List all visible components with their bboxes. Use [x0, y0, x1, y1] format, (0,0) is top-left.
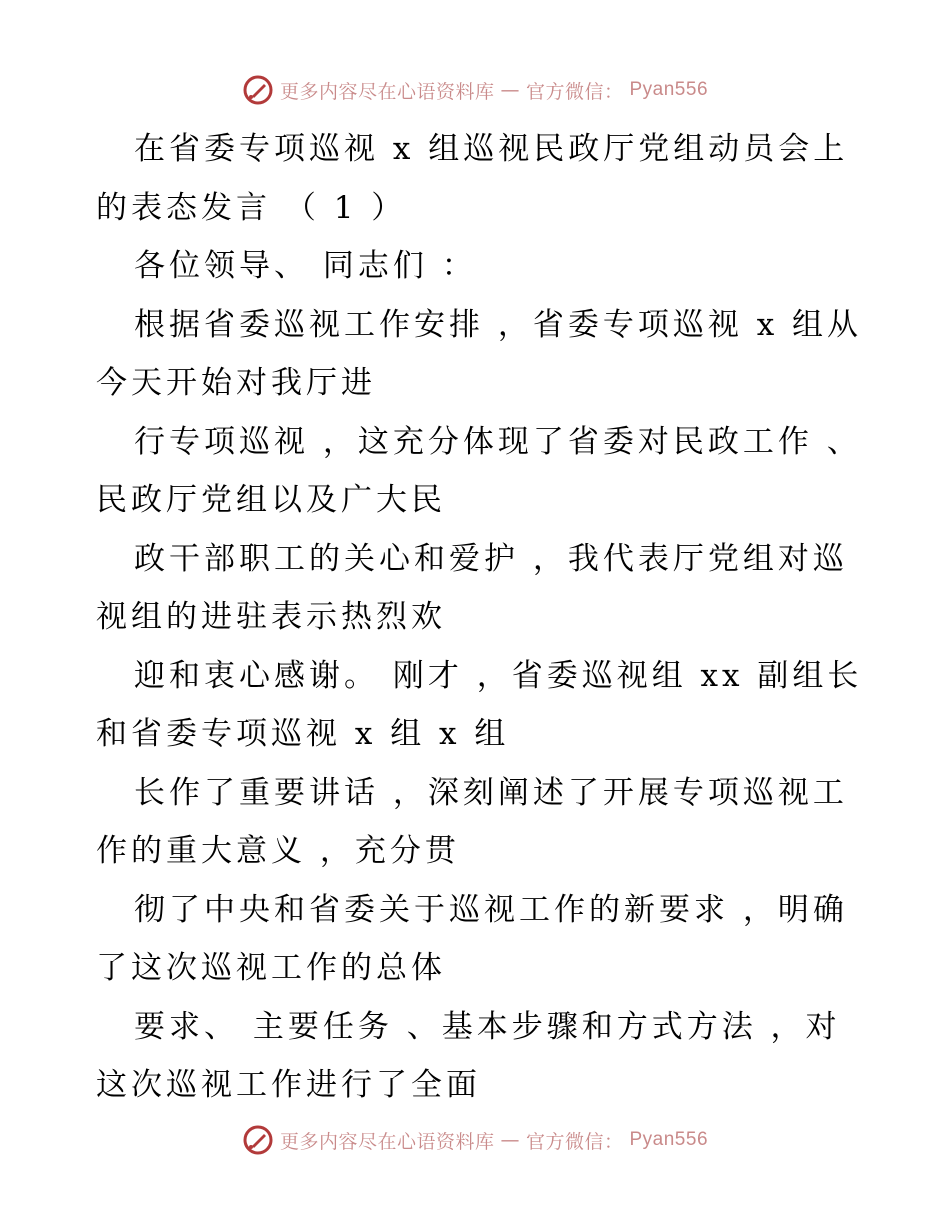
- watermark-account-id: Pyan556: [629, 1129, 709, 1150]
- watermark-main-text: 更多内容尽在心语资料库: [279, 80, 495, 103]
- text-line: 的表态发言 （ 1 ）: [96, 189, 407, 226]
- document-body: [96, 120, 863, 1115]
- text-line: 长作了重要讲话 ，深刻阐述了开展专项巡视工: [134, 774, 848, 811]
- pen-logo-icon: [242, 74, 274, 106]
- text-line: 各位领导、 同志们 ：: [134, 248, 477, 284]
- text-line: 根据省委巡视工作安排 ，省委专项巡视 x 组从: [134, 306, 863, 343]
- text-line: 了这次巡视工作的总体: [96, 950, 446, 986]
- watermark-header: [0, 70, 950, 110]
- text-line: 这次巡视工作进行了全面: [96, 1067, 481, 1103]
- pen-logo-icon: [242, 1124, 274, 1156]
- text-line: 和省委专项巡视 x 组 x 组: [96, 716, 510, 752]
- text-line: 视组的进驻表示热烈欢: [96, 599, 446, 635]
- text-line: 政干部职工的关心和爱护 ，我代表厅党组对巡: [134, 540, 848, 577]
- text-line: 迎和衷心感谢。 刚才 ，省委巡视组 xx 副组长: [134, 657, 863, 694]
- watermark-separator: —: [500, 79, 520, 101]
- text-line: 民政厅党组以及广大民: [96, 482, 446, 518]
- text-line: 在省委专项巡视 x 组巡视民政厅党组动员会上: [134, 131, 849, 167]
- watermark-side-text: 官方微信：: [525, 80, 624, 103]
- watermark-main-text: 更多内容尽在心语资料库: [279, 1130, 495, 1153]
- text-line: 彻了中央和省委关于巡视工作的新要求 ，明确: [134, 891, 848, 928]
- watermark-side-text: 官方微信：: [525, 1130, 624, 1153]
- text-line: 今天开始对我厅进: [96, 365, 376, 401]
- text-line: 作的重大意义 ，充分贯: [96, 833, 460, 869]
- watermark-footer: [0, 1120, 950, 1160]
- watermark-separator: —: [500, 1129, 520, 1151]
- watermark-account-id: Pyan556: [629, 79, 709, 100]
- text-line: 要求、 主要任务 、基本步骤和方式方法 ，对: [134, 1008, 841, 1045]
- text-line: 行专项巡视 ，这充分体现了省委对民政工作 、: [134, 423, 862, 460]
